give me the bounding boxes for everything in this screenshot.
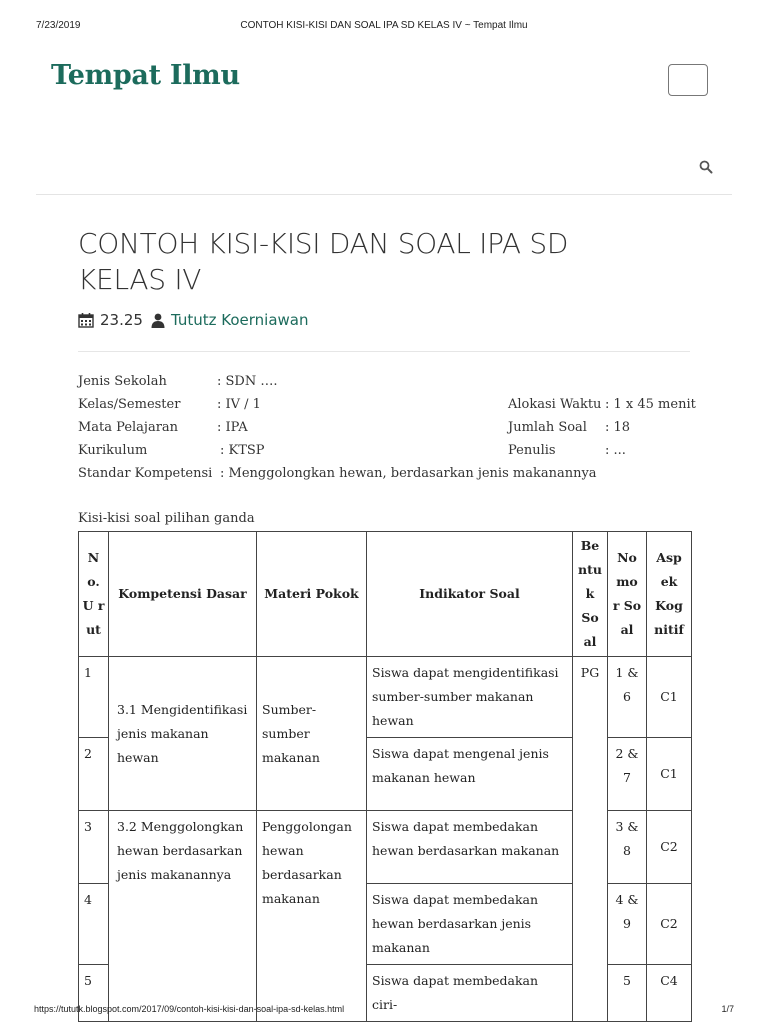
- aspek-cell: C1: [647, 738, 692, 811]
- row-no: 1: [79, 657, 109, 738]
- info-label: Penulis: [508, 443, 556, 458]
- row-no: 2: [79, 738, 109, 811]
- aspek-cell: C2: [647, 884, 692, 965]
- info-value: : 18: [605, 420, 631, 435]
- info-label: Kurikulum: [78, 443, 148, 458]
- aspek-cell: C2: [647, 811, 692, 884]
- nomor-cell: 2 & 7: [608, 738, 647, 811]
- info-label: Alokasi Waktu: [508, 397, 602, 412]
- info-value: : Menggolongkan hewan, berdasarkan jenis makanannya: [220, 466, 597, 481]
- info-value: : ...: [605, 443, 626, 458]
- site-title[interactable]: Tempat Ilmu: [51, 60, 240, 91]
- info-label: Standar Kompetensi: [78, 466, 213, 481]
- nomor-cell: 1 & 6: [608, 657, 647, 738]
- indikator-cell: Siswa dapat mengenal jenis makanan hewan: [367, 738, 573, 811]
- header-bentuk-soal: Be ntu k So al: [573, 532, 608, 657]
- nomor-cell: 5: [608, 965, 647, 1022]
- bentuk-cell: PG: [573, 657, 608, 1022]
- info-label: Mata Pelajaran: [78, 420, 179, 435]
- indikator-cell: Siswa dapat mengidentifikasi sumber-sumber makanan hewan: [367, 657, 573, 738]
- table-header-row: [79, 532, 692, 657]
- materi-cell: Sumber-sumber makanan: [257, 657, 367, 811]
- info-label: Kelas/Semester: [78, 397, 181, 412]
- header-kompetensi-dasar: Kompetensi Dasar: [109, 532, 257, 657]
- calendar-icon: [78, 312, 94, 328]
- info-value: : SDN ….: [217, 374, 278, 389]
- row-no: 4: [79, 884, 109, 965]
- aspek-cell: C1: [647, 657, 692, 738]
- menu-toggle-button[interactable]: [668, 64, 708, 96]
- post-meta: [78, 309, 309, 331]
- info-value: : 1 x 45 menit: [605, 397, 696, 412]
- info-label: Jumlah Soal: [508, 420, 587, 435]
- print-header: [0, 0, 768, 30]
- post-title: CONTOH KISI-KISI DAN SOAL IPA SD KELAS IV: [78, 227, 569, 296]
- nomor-cell: 3 & 8: [608, 811, 647, 884]
- post-author-link[interactable]: Tututz Koerniawan: [170, 311, 309, 329]
- kisi-kisi-table: [78, 531, 692, 1022]
- header-materi-pokok: Materi Pokok: [257, 532, 367, 657]
- info-value: : KTSP: [220, 443, 265, 458]
- materi-cell: Penggolongan hewan berdasarkan makanan: [257, 811, 367, 1022]
- indikator-cell: Siswa dapat membedakan ciri-: [367, 965, 573, 1022]
- meta-divider: [78, 351, 690, 352]
- print-page-number: 1/7: [721, 1004, 734, 1014]
- header-aspek-kognitif: Asp ek Kog nitif: [647, 532, 692, 657]
- print-url: https://tututk.blogspot.com/2017/09/contoh-kisi-kisi-dan-soal-ipa-sd-kelas.html: [34, 1004, 345, 1014]
- info-right: [508, 374, 696, 464]
- info-value: : IV / 1: [217, 397, 261, 412]
- header-divider: [36, 194, 732, 195]
- indikator-cell: Siswa dapat membedakan hewan berdasarkan makanan: [367, 811, 573, 884]
- header-nomor-soal: No mo r So al: [608, 532, 647, 657]
- info-label: Jenis Sekolah: [78, 374, 167, 389]
- post-time: 23.25: [100, 311, 143, 329]
- aspek-cell: C4: [647, 965, 692, 1022]
- user-icon: [151, 313, 165, 328]
- header-indikator-soal: Indikator Soal: [367, 532, 573, 657]
- print-footer: [0, 994, 768, 1024]
- search-icon[interactable]: [699, 160, 713, 174]
- table-caption: Kisi-kisi soal pilihan ganda: [78, 511, 255, 526]
- row-no: 3: [79, 811, 109, 884]
- row-no: 5: [79, 965, 109, 1022]
- kd-cell: 3.2 Menggolongkan hewan berdasarkan jenis makanannya: [109, 811, 257, 1022]
- print-date: 7/23/2019: [36, 20, 81, 31]
- print-doc-title: CONTOH KISI-KISI DAN SOAL IPA SD KELAS IV ~ Tempat Ilmu: [240, 20, 528, 31]
- kd-cell: 3.1 Mengidentifikasi jenis makanan hewan: [109, 657, 257, 811]
- info-value: : IPA: [217, 420, 248, 435]
- indikator-cell: Siswa dapat membedakan hewan berdasarkan jenis makanan: [367, 884, 573, 965]
- table-row: [79, 657, 692, 738]
- nomor-cell: 4 & 9: [608, 884, 647, 965]
- header-no: N o. U r ut: [79, 532, 109, 657]
